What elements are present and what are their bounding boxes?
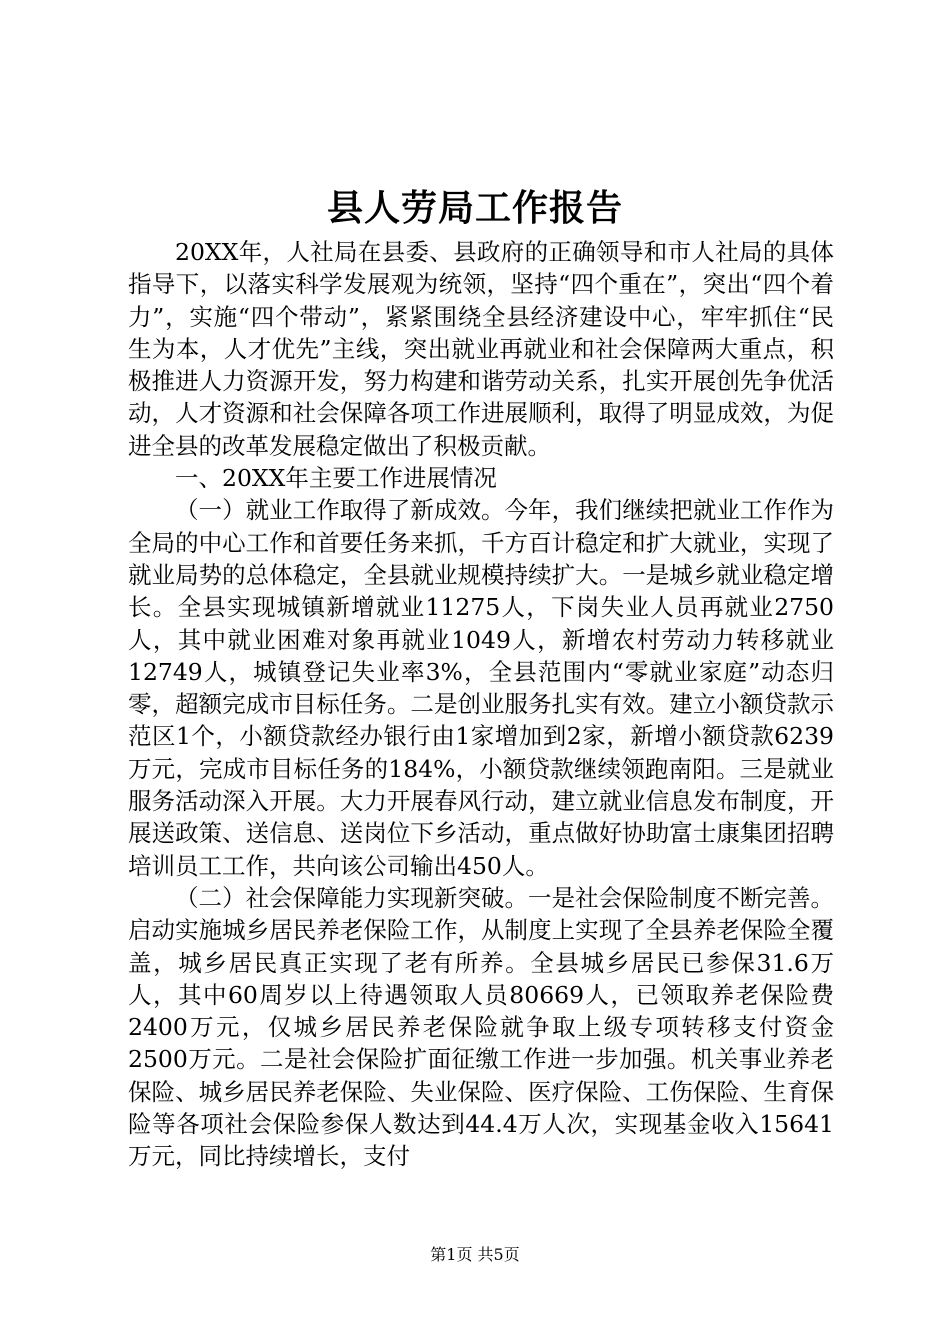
intro-paragraph: 20XX年，人社局在县委、县政府的正确领导和市人社局的具体指导下，以落实科学发展观为统领，坚持“四个重在”，突出“四个着力”，实施“四个带动”，紧紧围绕全县经济建设中心，牢牢抓住“民生为本，人才优先”主线，突出就业再就业和社会保障两大重点，积极推进人力资源开发，努力构建和谐劳动关系，扎实开展创先争优活动，人才资源和社会保障各项工作进展顺利，取得了明显成效，为促进全县的改革发展稳定做出了积极贡献。 [128, 238, 834, 460]
employment-paragraph: （一）就业工作取得了新成效。今年，我们继续把就业工作作为全局的中心工作和首要任务来抓，千方百计稳定和扩大就业，实现了就业局势的总体稳定，全县就业规模持续扩大。一是城乡就业稳定增长。全县实现城镇新增就业11275人，下岗失业人员再就业2750人，其中就业困难对象再就业1049人，新增农村劳动力转移就业12749人，城镇登记失业率3%，全县范围内“零就业家庭”动态归零，超额完成市目标任务。二是创业服务扎实有效。建立小额贷款示范区1个，小额贷款经办银行由1家增加到2家，新增小额贷款6239万元，完成市目标任务的184%，小额贷款继续领跑南阳。三是就业服务活动深入开展。大力开展春风行动，建立就业信息发布制度，开展送政策、送信息、送岗位下乡活动，重点做好协助富士康集团招聘培训员工工作，共向该公司输出450人。 [128, 496, 834, 880]
social-security-paragraph: （二）社会保障能力实现新突破。一是社会保险制度不断完善。启动实施城乡居民养老保险工作，从制度上实现了全县养老保险全覆盖，城乡居民真正实现了老有所养。全县城乡居民已参保31.6万人，其中60周岁以上待遇领取人员80669人，已领取养老保险费2400万元，仅城乡居民养老保险就争取上级专项转移支付资金2500万元。二是社会保险扩面征缴工作进一步加强。机关事业养老保险、城乡居民养老保险、失业保险、医疗保险、工伤保险、生育保险等各项社会保险参保人数达到44.4万人次，实现基金收入15641万元，同比持续增长，支付 [128, 883, 834, 1171]
page-number-footer: 第1页 共5页 [430, 1245, 520, 1264]
document-body [128, 236, 834, 1173]
document-title: 县人劳局工作报告 [326, 187, 623, 229]
section-heading: 一、20XX年主要工作进展情况 [175, 464, 497, 493]
